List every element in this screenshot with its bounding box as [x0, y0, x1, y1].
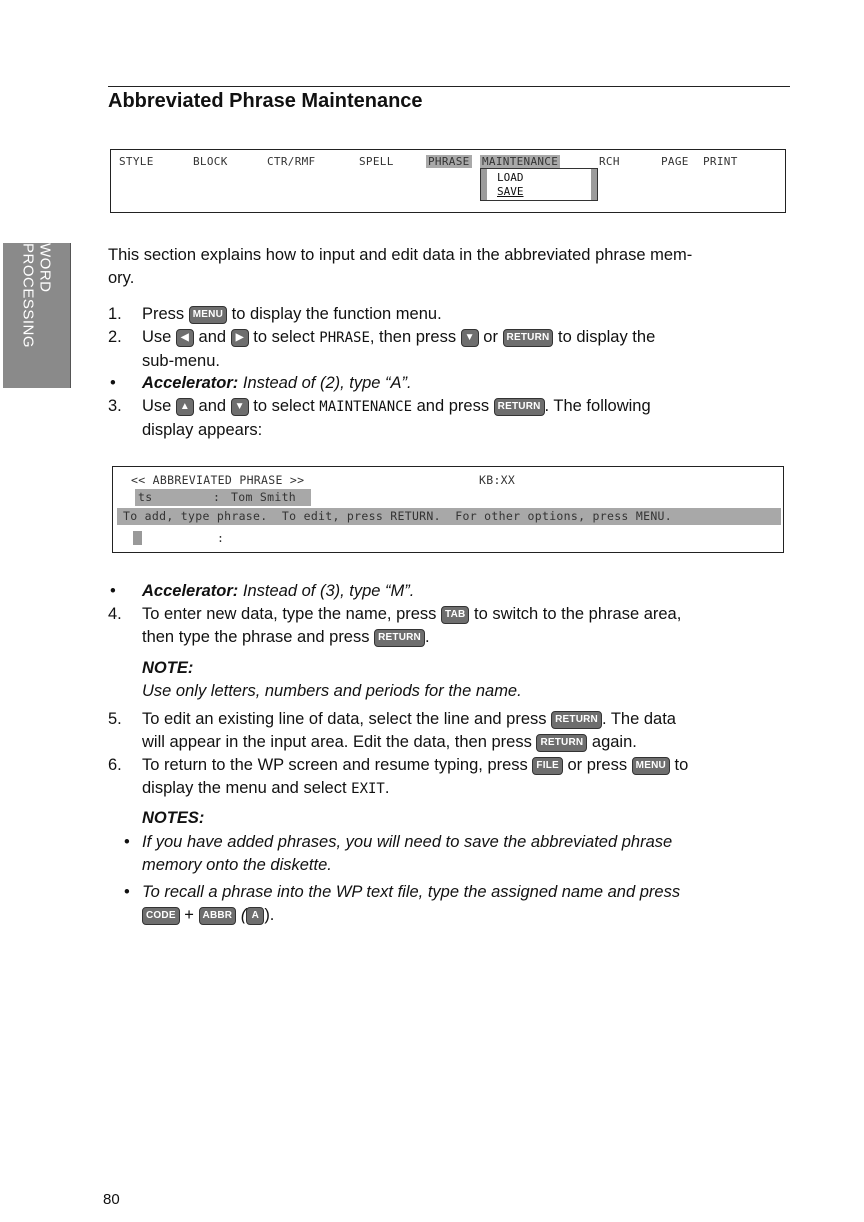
return-key-icon: RETURN — [536, 734, 587, 752]
step-3-number: 3. — [108, 397, 122, 415]
menu-item-phrase: PHRASE — [428, 155, 470, 168]
instruction-bar: To add, type phrase. To edit, press RETURN. For other options, press MENU. — [117, 508, 781, 525]
return-key-icon: RETURN — [494, 398, 545, 416]
step-3: Use ▲ and ▼ to select MAINTENANCE and press RETURN . The following display appears: — [142, 397, 651, 439]
note: NOTE: Use only letters, numbers and periods for the name. — [142, 659, 522, 700]
file-key-icon: FILE — [532, 757, 562, 775]
menu-item-ctr-rmf: CTR/RMF — [267, 155, 316, 168]
down-arrow-key-icon: ▼ — [231, 398, 249, 416]
left-arrow-key-icon: ◀ — [176, 329, 194, 347]
step-4-number: 4. — [108, 605, 122, 623]
right-arrow-key-icon: ▶ — [231, 329, 249, 347]
note-1: If you have added phrases, you will need to save the abbreviated phrase memory onto the diskette. — [142, 833, 673, 874]
abbr-key-icon: ABBR — [199, 907, 237, 925]
return-key-icon: RETURN — [503, 329, 554, 347]
a-key-icon: A — [246, 907, 264, 925]
submenu — [480, 168, 598, 201]
phrase-list-row: ts : Tom Smith — [135, 489, 311, 506]
submenu-shade-left — [481, 169, 487, 200]
notes-heading: NOTES: — [142, 809, 205, 827]
notes-bullet-1: • — [124, 833, 130, 851]
submenu-save: SAVE — [497, 185, 524, 198]
top-rule — [108, 86, 790, 87]
phrase-screen-figure — [112, 466, 784, 553]
submenu-load: LOAD — [497, 171, 524, 184]
note-2: To recall a phrase into the WP text file, type the assigned name and press CODE + ABBR ( A ). — [142, 883, 681, 924]
step-5: To edit an existing line of data, select the line and press RETURN . The data will appear in the input area. Edit the data, then press RETURN again. — [142, 710, 676, 751]
tab-key-icon: TAB — [441, 606, 469, 624]
up-arrow-key-icon: ▲ — [176, 398, 194, 416]
step-2: Use ◀ and ▶ to select PHRASE, then press ▼ or RETURN to display the sub-menu. — [142, 328, 656, 370]
intro-paragraph: This section explains how to input and edit data in the abbreviated phrase mem- ory. — [108, 246, 693, 287]
step-1-number: 1. — [108, 305, 122, 323]
menu-bar — [111, 150, 785, 170]
submenu-shade-right — [591, 169, 597, 200]
accelerator-2-bullet: • — [110, 582, 116, 600]
menu-key-icon: MENU — [189, 306, 227, 324]
step-5-number: 5. — [108, 710, 122, 728]
section-tab-label: WORD PROCESSING — [19, 243, 54, 349]
return-key-icon: RETURN — [374, 629, 425, 647]
input-cursor — [133, 531, 142, 545]
down-arrow-key-icon: ▼ — [461, 329, 479, 347]
notes-bullet-2: • — [124, 883, 130, 901]
accelerator-1: Accelerator: Instead of (2), type “A”. — [142, 374, 412, 392]
page-number: 80 — [103, 1191, 120, 1208]
menu-item-style: STYLE — [119, 155, 154, 168]
accelerator-1-bullet: • — [110, 374, 116, 392]
menu-item-print: PRINT — [703, 155, 738, 168]
return-key-icon: RETURN — [551, 711, 602, 729]
menu-item-maintenance: MAINTENANCE — [482, 155, 559, 168]
step-6: To return to the WP screen and resume typing, press FILE or press MENU to display the menu and select EXIT. — [142, 756, 689, 797]
accelerator-2: Accelerator: Instead of (3), type “M”. — [142, 582, 415, 600]
step-1: Press MENU to display the function menu. — [142, 305, 442, 323]
page-title: Abbreviated Phrase Maintenance — [108, 90, 423, 112]
section-tab — [3, 243, 71, 388]
menu-key-icon: MENU — [632, 757, 670, 775]
phrase-screen-header: << ABBREVIATED PHRASE >> — [131, 473, 305, 487]
input-separator: : — [217, 531, 225, 545]
step-6-number: 6. — [108, 756, 122, 774]
code-key-icon: CODE — [142, 907, 180, 925]
keyboard-indicator: KB:XX — [479, 473, 516, 487]
menu-screen-figure — [110, 149, 786, 213]
menu-item-spell: SPELL — [359, 155, 394, 168]
menu-item-block: BLOCK — [193, 155, 228, 168]
step-4: To enter new data, type the name, press TAB to switch to the phrase area, then type the phrase and press RETURN . — [142, 605, 682, 646]
step-2-number: 2. — [108, 328, 122, 346]
menu-item-page: PAGE — [661, 155, 689, 168]
menu-item-search-partial: RCH — [599, 155, 620, 168]
